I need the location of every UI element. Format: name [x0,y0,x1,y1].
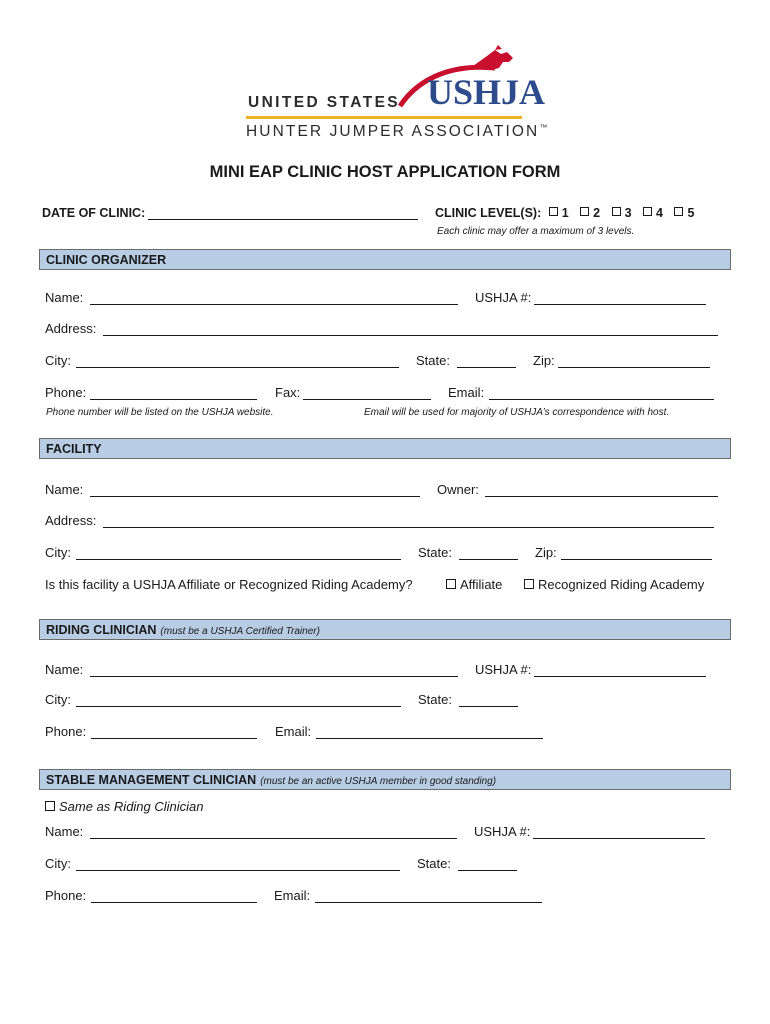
riding-phone-label: Phone: [45,724,87,739]
stable-phone-label: Phone: [45,888,87,903]
stable-ushja-label: USHJA #: [474,824,531,839]
facility-zip-label: Zip: [535,545,557,560]
stable-ushja-field[interactable] [533,838,705,839]
section-title: RIDING CLINICIAN (must be a USHJA Certified Trainer) [46,623,320,637]
organizer-phone-label: Phone: [45,385,87,400]
organizer-ushja-field[interactable] [534,304,706,305]
section-title: STABLE MANAGEMENT CLINICIAN (must be an active USHJA member in good standing) [46,773,497,787]
riding-email-label: Email: [275,724,312,739]
section-title: FACILITY [46,442,102,456]
stable-email-field[interactable] [315,902,542,903]
email-note: Email will be used for majority of USHJA’s correspondence with host. [364,407,670,418]
same-as-riding-checkbox[interactable]: Same as Riding Clinician [45,799,204,814]
level-2-checkbox[interactable]: 2 [580,206,600,220]
level-4-checkbox[interactable]: 4 [643,206,663,220]
organizer-name-label: Name: [45,290,84,305]
organizer-city-label: City: [45,353,71,368]
form-title: MINI EAP CLINIC HOST APPLICATION FORM [209,163,561,181]
organizer-email-field[interactable] [489,399,714,400]
horse-jumper-logo-icon [395,46,546,118]
organizer-fax-field[interactable] [303,399,431,400]
logo-brand: USHJA [427,72,546,112]
facility-state-field[interactable] [459,559,518,560]
section-facility [39,438,731,459]
riding-ushja-label: USHJA #: [475,662,532,677]
organizer-address-field[interactable] [103,335,718,336]
stable-name-label: Name: [45,824,84,839]
organizer-fax-label: Fax: [275,385,301,400]
facility-state-label: State: [418,545,452,560]
clinic-levels-label: CLINIC LEVEL(S): [435,206,542,220]
logo-line-association: HUNTER JUMPER ASSOCIATION™ [246,123,550,141]
facility-owner-label: Owner: [437,482,479,497]
riding-city-field[interactable] [76,706,401,707]
facility-affiliation-question: Is this facility a USHJA Affiliate or Recognized Riding Academy? [45,577,413,592]
riding-state-field[interactable] [459,706,518,707]
organizer-city-field[interactable] [76,367,399,368]
organizer-address-label: Address: [45,321,97,336]
clinic-levels-note: Each clinic may offer a maximum of 3 levels. [437,226,635,237]
date-of-clinic-label: DATE OF CLINIC: [42,206,146,220]
organizer-name-field[interactable] [90,304,458,305]
stable-city-label: City: [45,856,71,871]
organizer-email-label: Email: [448,385,485,400]
facility-name-field[interactable] [90,496,420,497]
riding-academy-checkbox[interactable]: Recognized Riding Academy [524,577,704,592]
riding-phone-field[interactable] [91,738,257,739]
facility-city-label: City: [45,545,71,560]
organizer-zip-label: Zip: [533,353,555,368]
phone-note: Phone number will be listed on the USHJA website. [46,407,274,418]
stable-email-label: Email: [274,888,311,903]
organizer-ushja-label: USHJA #: [475,290,532,305]
facility-owner-field[interactable] [485,496,718,497]
stable-state-label: State: [417,856,451,871]
section-title: CLINIC ORGANIZER [46,253,167,267]
riding-email-field[interactable] [316,738,543,739]
level-1-checkbox[interactable]: 1 [549,206,569,220]
organizer-state-label: State: [416,353,450,368]
riding-name-label: Name: [45,662,84,677]
organizer-phone-field[interactable] [90,399,257,400]
logo-line-united-states: UNITED STATES [248,94,401,111]
stable-name-field[interactable] [90,838,457,839]
riding-state-label: State: [418,692,452,707]
affiliate-checkbox[interactable]: Affiliate [446,577,502,592]
riding-name-field[interactable] [90,676,458,677]
organizer-state-field[interactable] [457,367,516,368]
clinic-levels [435,206,694,220]
riding-ushja-field[interactable] [534,676,706,677]
stable-city-field[interactable] [76,870,400,871]
facility-address-field[interactable] [103,527,714,528]
section-riding-clinician [39,619,731,640]
riding-city-label: City: [45,692,71,707]
level-5-checkbox[interactable]: 5 [674,206,694,220]
stable-phone-field[interactable] [91,902,257,903]
section-clinic-organizer [39,249,731,270]
facility-address-label: Address: [45,513,97,528]
logo-gold-rule [246,116,522,119]
facility-zip-field[interactable] [561,559,712,560]
facility-name-label: Name: [45,482,84,497]
date-of-clinic-field[interactable] [148,219,418,220]
level-3-checkbox[interactable]: 3 [612,206,632,220]
organizer-zip-field[interactable] [558,367,710,368]
section-stable-management-clinician [39,769,731,790]
facility-city-field[interactable] [76,559,401,560]
stable-state-field[interactable] [458,870,517,871]
